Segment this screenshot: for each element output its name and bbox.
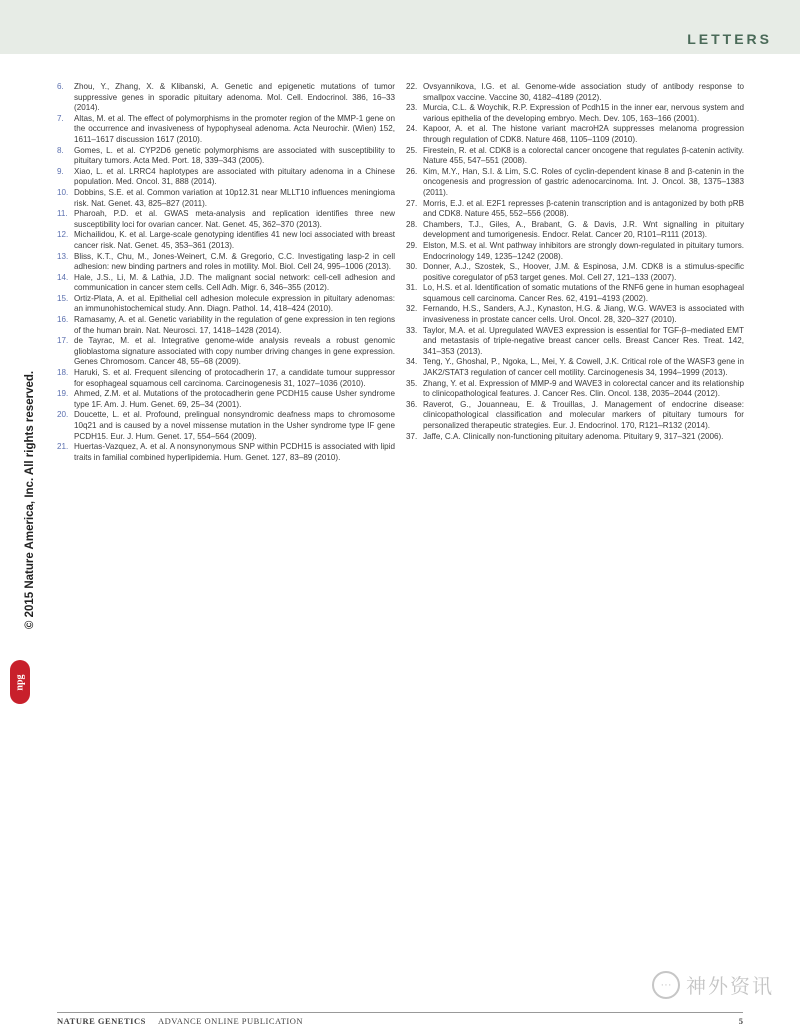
reference-item	[406, 400, 744, 432]
reference-item	[406, 146, 744, 167]
reference-number: 35.	[406, 378, 418, 388]
reference-number: 10.	[57, 187, 69, 197]
reference-item	[57, 389, 395, 410]
reference-item	[406, 199, 744, 220]
npg-logo-text: npg	[14, 673, 26, 691]
reference-text: Gomes, L. et al. CYP2D6 genetic polymorphisms are associated with susceptibility to pituitary tumors. Acta Med. Port. 18, 339–343 (2005).	[74, 145, 395, 166]
reference-text: Firestein, R. et al. CDK8 is a colorectal cancer oncogene that regulates β-catenin activity. Nature 455, 547–551 (2008).	[423, 145, 744, 166]
reference-number: 36.	[406, 399, 418, 409]
reference-item	[57, 146, 395, 167]
reference-text: Raverot, G., Jouanneau, E. & Trouillas, J. Management of endocrine disease: clinicopathological classification and molecular markers of pituitary tumours for personalized therapeutic strategies. Eur. J. Endocrinol. 170, R121–R132 (2014).	[423, 399, 744, 430]
reference-item	[57, 230, 395, 251]
reference-text: Altas, M. et al. The effect of polymorphisms in the promoter region of the MMP-1 gene on the occurrence and invasiveness of hypophyseal adenoma. Acta Neurochir. (Wien) 152, 1611–1617 discussion 1617 (2010).	[74, 113, 395, 144]
reference-number: 6.	[57, 82, 64, 91]
reference-item	[57, 209, 395, 230]
reference-item	[57, 442, 395, 463]
reference-number: 15.	[57, 293, 69, 303]
reference-item	[406, 357, 744, 378]
reference-number: 31.	[406, 283, 418, 293]
footer-journal: NATURE GENETICS	[57, 1016, 146, 1026]
reference-number: 28.	[406, 219, 418, 229]
reference-text: Jaffe, C.A. Clinically non-functioning pituitary adenoma. Pituitary 9, 317–321 (2006).	[423, 431, 724, 441]
reference-number: 32.	[406, 304, 418, 314]
reference-text: Teng, Y., Ghoshal, P., Ngoka, L., Mei, Y. & Cowell, J.K. Critical role of the WASF3 gene in JAK2/STAT3 regulation of cancer cell motility. Carcinogenesis 34, 1994–1999 (2013).	[423, 357, 744, 378]
reference-number: 11.	[57, 209, 68, 219]
reference-item	[406, 124, 744, 145]
reference-text: Zhang, Y. et al. Expression of MMP-9 and WAVE3 in colorectal cancer and its relationship to clinicopathological features. J. Cancer Res. Clin. Oncol. 138, 2035–2044 (2012).	[423, 378, 744, 399]
reference-number: 29.	[406, 240, 418, 250]
reference-text: Murcia, C.L. & Woychik, R.P. Expression of Pcdh15 in the inner ear, nervous system and various epithelia of the developing embryo. Mech. Dev. 105, 163–166 (2001).	[423, 103, 744, 123]
reference-text: Ortiz-Plata, A. et al. Epithelial cell adhesion molecule expression in pituitary adenomas: an immunohistochemical study. Ann. Diagn. Pathol. 14, 418–424 (2010).	[74, 293, 395, 314]
reference-text: Kapoor, A. et al. The histone variant macroH2A suppresses melanoma progression through regulation of CDK8. Nature 468, 1105–1109 (2010).	[423, 124, 744, 144]
reference-number: 13.	[57, 251, 69, 261]
reference-item	[406, 241, 744, 262]
reference-item	[406, 220, 744, 241]
section-title: LETTERS	[687, 31, 772, 47]
reference-item	[406, 326, 744, 358]
reference-item	[406, 103, 744, 124]
reference-item	[57, 273, 395, 294]
reference-item	[406, 432, 744, 443]
reference-item	[57, 167, 395, 188]
reference-number: 7.	[57, 113, 64, 123]
reference-number: 22.	[406, 82, 418, 91]
chat-bubble-icon: ···	[652, 971, 680, 999]
reference-text: Bliss, K.T., Chu, M., Jones-Weinert, C.M. & Gregorio, C.C. Investigating lasp-2 in cell adhesion: new binding partners and roles in motility. Mol. Biol. Cell 24, 995–1006 (2013).	[74, 251, 395, 272]
reference-item	[57, 336, 395, 368]
copyright-notice: © 2015 Nature America, Inc. All rights reserved.	[24, 370, 36, 630]
reference-text: Doucette, L. et al. Profound, prelingual nonsyndromic deafness maps to chromosome 10q21 and is caused by a novel missense mutation in the Usher syndrome type IF gene PCDH15. Eur. J. Hum. Genet. 17, 554–564 (2009).	[74, 410, 395, 441]
reference-number: 33.	[406, 325, 418, 335]
reference-text: Fernando, H.S., Sanders, A.J., Kynaston, H.G. & Jiang, W.G. WAVE3 is associated with invasiveness in prostate cancer cells. Urol. Oncol. 28, 320–327 (2010).	[423, 304, 744, 325]
reference-number: 27.	[406, 198, 418, 208]
reference-number: 24.	[406, 124, 418, 134]
reference-number: 30.	[406, 262, 418, 272]
reference-number: 19.	[57, 389, 69, 399]
reference-text: Pharoah, P.D. et al. GWAS meta-analysis and replication identifies three new susceptibility loci for ovarian cancer. Nat. Genet. 45, 362–370 (2013).	[74, 209, 395, 229]
footer-divider	[57, 1012, 743, 1013]
reference-item	[57, 368, 395, 389]
reference-number: 25.	[406, 145, 418, 155]
reference-text: Hale, J.S., Li, M. & Lathia, J.D. The malignant social network: cell-cell adhesion and communication in cancer stem cells. Cell Adh. Migr. 6, 346–355 (2012).	[74, 272, 395, 293]
reference-item	[406, 82, 744, 103]
reference-item	[57, 114, 395, 146]
reference-item	[406, 262, 744, 283]
npg-logo-icon	[10, 660, 30, 704]
reference-number: 9.	[57, 166, 64, 176]
reference-text: Dobbins, S.E. et al. Common variation at 10p12.31 near MLLT10 influences meningioma risk. Nat. Genet. 43, 825–827 (2011).	[74, 187, 395, 208]
reference-text: Lo, H.S. et al. Identification of somatic mutations of the RNF6 gene in human esophageal squamous cell carcinoma. Cancer Res. 62, 4191–4193 (2002).	[423, 283, 744, 303]
reference-number: 17.	[57, 336, 69, 346]
page-number: 5	[738, 1016, 743, 1026]
reference-number: 37.	[406, 431, 418, 441]
reference-text: Kim, M.Y., Han, S.I. & Lim, S.C. Roles of cyclin-dependent kinase 8 and β-catenin in the oncogenesis and progression of gastric adenocarcinoma. Int. J. Oncol. 38, 1375–1383 (2011).	[423, 166, 744, 197]
reference-item	[57, 315, 395, 336]
page-footer	[57, 1016, 743, 1026]
reference-item	[406, 167, 744, 199]
reference-item	[406, 379, 744, 400]
reference-number: 23.	[406, 103, 418, 113]
reference-text: Ahmed, Z.M. et al. Mutations of the protocadherin gene PCDH15 cause Usher syndrome type 1F. Am. J. Hum. Genet. 69, 25–34 (2001).	[74, 389, 395, 409]
reference-text: Ovsyannikova, I.G. et al. Genome-wide association study of antibody response to smallpox vaccine. Vaccine 30, 4182–4189 (2012).	[423, 82, 744, 102]
reference-item	[57, 252, 395, 273]
reference-item	[57, 294, 395, 315]
reference-item	[57, 188, 395, 209]
reference-list-right	[406, 82, 744, 442]
reference-text: Morris, E.J. et al. E2F1 represses β-catenin transcription and is antagonized by both pRB and CDK8. Nature 455, 552–556 (2008).	[423, 198, 744, 219]
reference-number: 14.	[57, 272, 69, 282]
reference-text: Ramasamy, A. et al. Genetic variability in the regulation of gene expression in ten regions of the human brain. Nat. Neurosci. 17, 1418–1428 (2014).	[74, 315, 395, 335]
reference-item	[57, 410, 395, 442]
reference-item	[406, 283, 744, 304]
reference-number: 8.	[57, 145, 64, 155]
header-band	[0, 0, 800, 54]
reference-number: 18.	[57, 368, 69, 378]
reference-number: 26.	[406, 166, 418, 176]
reference-number: 34.	[406, 357, 418, 367]
reference-text: Xiao, L. et al. LRRC4 haplotypes are associated with pituitary adenoma in a Chinese population. Med. Oncol. 31, 888 (2014).	[74, 166, 395, 187]
watermark	[652, 970, 774, 999]
reference-list-left	[57, 82, 395, 463]
reference-number: 21.	[57, 442, 69, 452]
reference-number: 16.	[57, 315, 69, 325]
reference-number: 20.	[57, 410, 69, 420]
footer-publication: ADVANCE ONLINE PUBLICATION	[157, 1016, 304, 1026]
reference-number: 12.	[57, 230, 69, 240]
reference-text: Chambers, T.J., Giles, A., Brabant, G. & Davis, J.R. Wnt signalling in pituitary development and tumorigenesis. Endocr. Relat. Cancer 20, R101–R111 (2013).	[423, 219, 744, 240]
reference-text: Elston, M.S. et al. Wnt pathway inhibitors are strongly down-regulated in pituitary tumors. Endocrinology 149, 1235–1242 (2008).	[423, 240, 744, 261]
reference-text: Huertas-Vazquez, A. et al. A nonsynonymous SNP within PCDH15 is associated with lipid traits in familial combined hyperlipidemia. Hum. Genet. 127, 83–89 (2010).	[74, 442, 395, 462]
reference-text: Zhou, Y., Zhang, X. & Klibanski, A. Genetic and epigenetic mutations of tumor suppressive genes in sporadic pituitary adenoma. Mol. Cell. Endocrinol. 386, 16–33 (2014).	[74, 82, 395, 113]
reference-text: de Tayrac, M. et al. Integrative genome-wide analysis reveals a robust genomic glioblastoma signature associated with copy number driving changes in gene expression. Genes Chromosom. Cancer 48, 55–68 (2009).	[74, 336, 395, 367]
reference-item	[406, 304, 744, 325]
reference-text: Taylor, M.A. et al. Upregulated WAVE3 expression is essential for TGF-β–mediated EMT and metastasis of triple-negative breast cancer cells. Breast Cancer Res. Treat. 142, 341–353 (2013).	[423, 325, 744, 356]
watermark-text: 神外资讯	[686, 976, 774, 998]
reference-item	[57, 82, 395, 114]
reference-text: Donner, A.J., Szostek, S., Hoover, J.M. & Espinosa, J.M. CDK8 is a stimulus-specific positive coregulator of p53 target genes. Mol. Cell 27, 121–133 (2007).	[423, 262, 744, 282]
reference-text: Haruki, S. et al. Frequent silencing of protocadherin 17, a candidate tumour suppressor for esophageal squamous cell carcinoma. Carcinogenesis 31, 1027–1036 (2010).	[74, 368, 395, 388]
reference-text: Michailidou, K. et al. Large-scale genotyping identifies 41 new loci associated with breast cancer risk. Nat. Genet. 45, 353–361 (2013).	[74, 230, 395, 250]
